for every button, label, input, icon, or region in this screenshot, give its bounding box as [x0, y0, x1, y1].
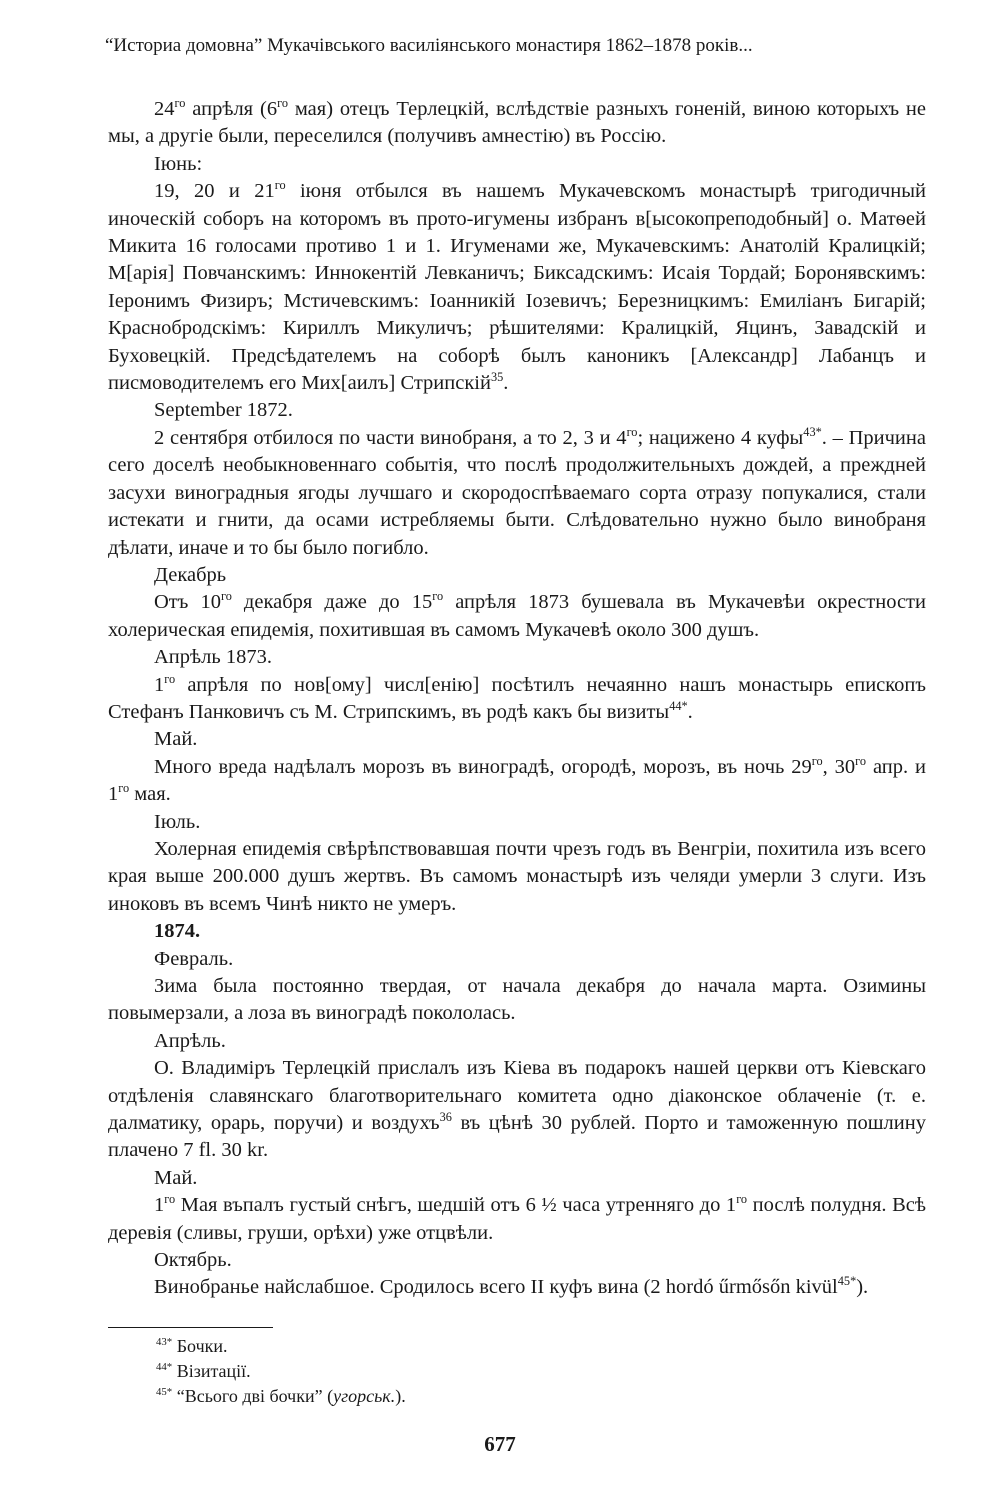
page-number: 677	[484, 1432, 516, 1456]
paragraph	[108, 1055, 926, 1165]
paragraph	[108, 973, 926, 1028]
footnote-mark: 44*	[156, 1361, 173, 1373]
text-run: 2 сентября отбилося по части винобраня, а то 2, 3 и 4	[154, 426, 627, 449]
text-run: 1	[154, 1194, 165, 1217]
superscript: го	[811, 753, 823, 768]
text-run: Апрѣль 1873.	[154, 646, 272, 669]
text-run: апрѣля 1873 бушевала въ Мукачевѣи окрестности холерическая епидемія, похитившая въ самомъ Мукачевѣ около 300 душъ.	[108, 591, 926, 641]
footnote-mark: 45*	[156, 1386, 173, 1398]
section-heading	[108, 644, 926, 671]
text-run: О. Владиміръ Терлецкій прислалъ изъ Кіева въ подарокъ нашей церкви отъ Кіевскаго отдѣленія славянскаго благотворительнаго комитета одно діаконское облаченіе (т. е. далматику, орарь, поручи) и воздухъ	[108, 1057, 926, 1135]
text-run: 24	[154, 98, 175, 120]
footnotes	[156, 1334, 916, 1409]
footnote	[156, 1359, 916, 1384]
superscript: го	[736, 1192, 748, 1207]
superscript: го	[118, 781, 130, 796]
text-run: іюня отбылся въ нашемъ Мукачевскомъ монастырѣ тригодичный иноческій соборъ на которомъ въ прото-игумены избранъ в[ысокопреподобный] о. Матѳей Микита 16 голосами противо 1 и 1. Игуменами же, Мукачевскимъ: Анатолій Кралицкій; М[арія] Повчанскимъ: Иннокентій Левканичъ; Биксадскимъ: Исаія Тордай; Боронявскимъ: Іеронимъ Физиръ; Мстичевскимъ: Іоанникій Іозевичъ; Березницкимъ: Емиліанъ Бигарій; Краснобродскімъ: Кириллъ Микуличъ; рѣшителями: Кралицкій, Яцинъ, Завадскій и Буховецкій. Предсѣдателемъ на соборѣ былъ каноникъ [Александр] Лабанцъ и писмоводителемъ его Мих[аилъ] Стрипскій	[108, 180, 926, 395]
text-run: Февраль.	[154, 947, 234, 970]
footnote	[156, 1384, 916, 1409]
text-run: Іюль.	[154, 810, 201, 833]
text-run: , 30	[822, 755, 856, 778]
running-head: “Историа домовна” Мукачівського василіянського монастиря 1862–1878 років...	[105, 35, 753, 56]
superscript: го	[274, 178, 286, 193]
footnote-mark: 43*	[156, 1336, 173, 1348]
section-heading	[108, 809, 926, 836]
italic-text: угорськ.	[333, 1386, 396, 1406]
section-heading	[108, 726, 926, 753]
text-run: мая) отецъ Терлецкій, вслѣдствіе разныхъ гоненій, виною которыхъ не мы, а другіе были, переселился (получивъ амнестію) въ Россію.	[108, 98, 926, 148]
section-heading	[108, 151, 926, 178]
section-heading	[108, 1247, 926, 1274]
text-run: Октябрь.	[154, 1249, 232, 1272]
section-heading	[108, 1165, 926, 1192]
paragraph	[108, 425, 926, 562]
text-run: “Всього дві бочки” (	[172, 1386, 334, 1406]
superscript: го	[220, 589, 232, 604]
superscript: го	[626, 425, 638, 440]
text-run: ).	[856, 1276, 869, 1299]
text-run: Декабрь	[154, 563, 227, 586]
footnote	[156, 1334, 916, 1359]
text-run: Бочки.	[172, 1336, 228, 1356]
text-run: Зима была постоянно твердая, от начала декабря до начала марта. Озимины повымерзали, а лоза въ виноградѣ покололась.	[108, 975, 926, 1025]
section-heading	[108, 562, 926, 589]
superscript: го	[174, 96, 186, 111]
superscript: го	[855, 753, 867, 768]
text-run: Много вреда надѣлалъ морозъ въ винoградѣ, огородѣ, морозъ, въ ночь 29	[154, 755, 812, 778]
superscript: 45*	[837, 1274, 857, 1289]
text-run: 1874.	[154, 920, 201, 943]
text-run: Апрѣль.	[154, 1029, 226, 1052]
text-run: ).	[395, 1386, 406, 1406]
section-heading	[108, 1028, 926, 1055]
text-run: послѣ полудня. Всѣ деревія (сливы, груши, орѣхи) уже отцвѣли.	[108, 1194, 926, 1244]
text-run: апрѣля (6	[185, 98, 278, 120]
superscript: 36	[439, 1110, 452, 1125]
section-heading	[108, 397, 926, 424]
superscript: го	[164, 671, 176, 686]
paragraph	[108, 754, 926, 809]
text-run: Май.	[154, 1166, 198, 1189]
superscript: 43*	[803, 425, 822, 440]
text-run: September 1872.	[154, 399, 293, 422]
superscript: го	[432, 589, 444, 604]
paragraph	[108, 589, 926, 644]
paragraph	[108, 178, 926, 397]
text-run: апрѣля по нов[ому] числ[енію] посѣтилъ нечаянно нашъ монастырь епископъ Стефанъ Панковичъ съ М. Стрипскимъ, въ родѣ какъ бы визиты	[108, 673, 926, 723]
paragraph	[108, 1274, 926, 1301]
text-run: Іюнь:	[154, 152, 203, 175]
text-run: . – Причина сего доселѣ необыкновеннаго событія, что послѣ продолжительныхъ дождей, а преждней засухи виноградныя ягоды лучшаго и скородоспѣваемаго сорта отразу попукалися, стали истекати и гнити, да осами истребляемы быти. Слѣдовательно нужно было винобраня дѣлати, иначе и то бы было погибло.	[108, 426, 926, 559]
section-heading	[108, 946, 926, 973]
main-text	[108, 96, 926, 1302]
text-run: 19, 20 и 21	[154, 180, 275, 203]
text-run: въ цѣнѣ 30 рублей. Порто и таможенную пошлину плачено 7 fl. 30 kr.	[108, 1112, 926, 1162]
footnote-divider	[108, 1327, 273, 1328]
text-run: ; нацижено 4 куфы	[637, 426, 804, 449]
text-run: Холерная епидемія свѣрѣпствовавшая почти чрезъ годъ въ Венгріи, похитила изъ всего края выше 200.000 душъ жертвъ. Въ самомъ монастырѣ изъ челяди умерли 3 слуги. Изъ иноковъ въ всемъ Чинѣ никто не умеръ.	[108, 837, 926, 915]
text-run: апр. и 1	[108, 755, 926, 806]
superscript: 35	[490, 370, 504, 385]
text-run: Винобранье найслабшое. Сродилось всего II куфъ вина (2 hordó űrmősőn kivül	[154, 1276, 838, 1299]
text-run: 1	[154, 673, 165, 696]
text-run: .	[687, 700, 693, 723]
text-run: мая.	[129, 783, 171, 806]
paragraph	[108, 96, 926, 151]
text-run: .	[503, 372, 509, 395]
section-heading	[108, 918, 926, 945]
superscript: го	[164, 1192, 176, 1207]
paragraph	[108, 1192, 926, 1247]
superscript: 44*	[669, 699, 688, 714]
text-run: декабря даже до 15	[231, 591, 433, 614]
text-run: Отъ 10	[154, 591, 221, 614]
text-run: Візитації.	[172, 1361, 251, 1381]
text-run: Май.	[154, 728, 198, 751]
superscript: го	[277, 96, 288, 111]
paragraph	[108, 836, 926, 918]
text-run: Мая въпалъ густый снѣгъ, шедшій отъ 6 ½ часа утренняго до 1	[175, 1194, 737, 1217]
paragraph	[108, 672, 926, 727]
